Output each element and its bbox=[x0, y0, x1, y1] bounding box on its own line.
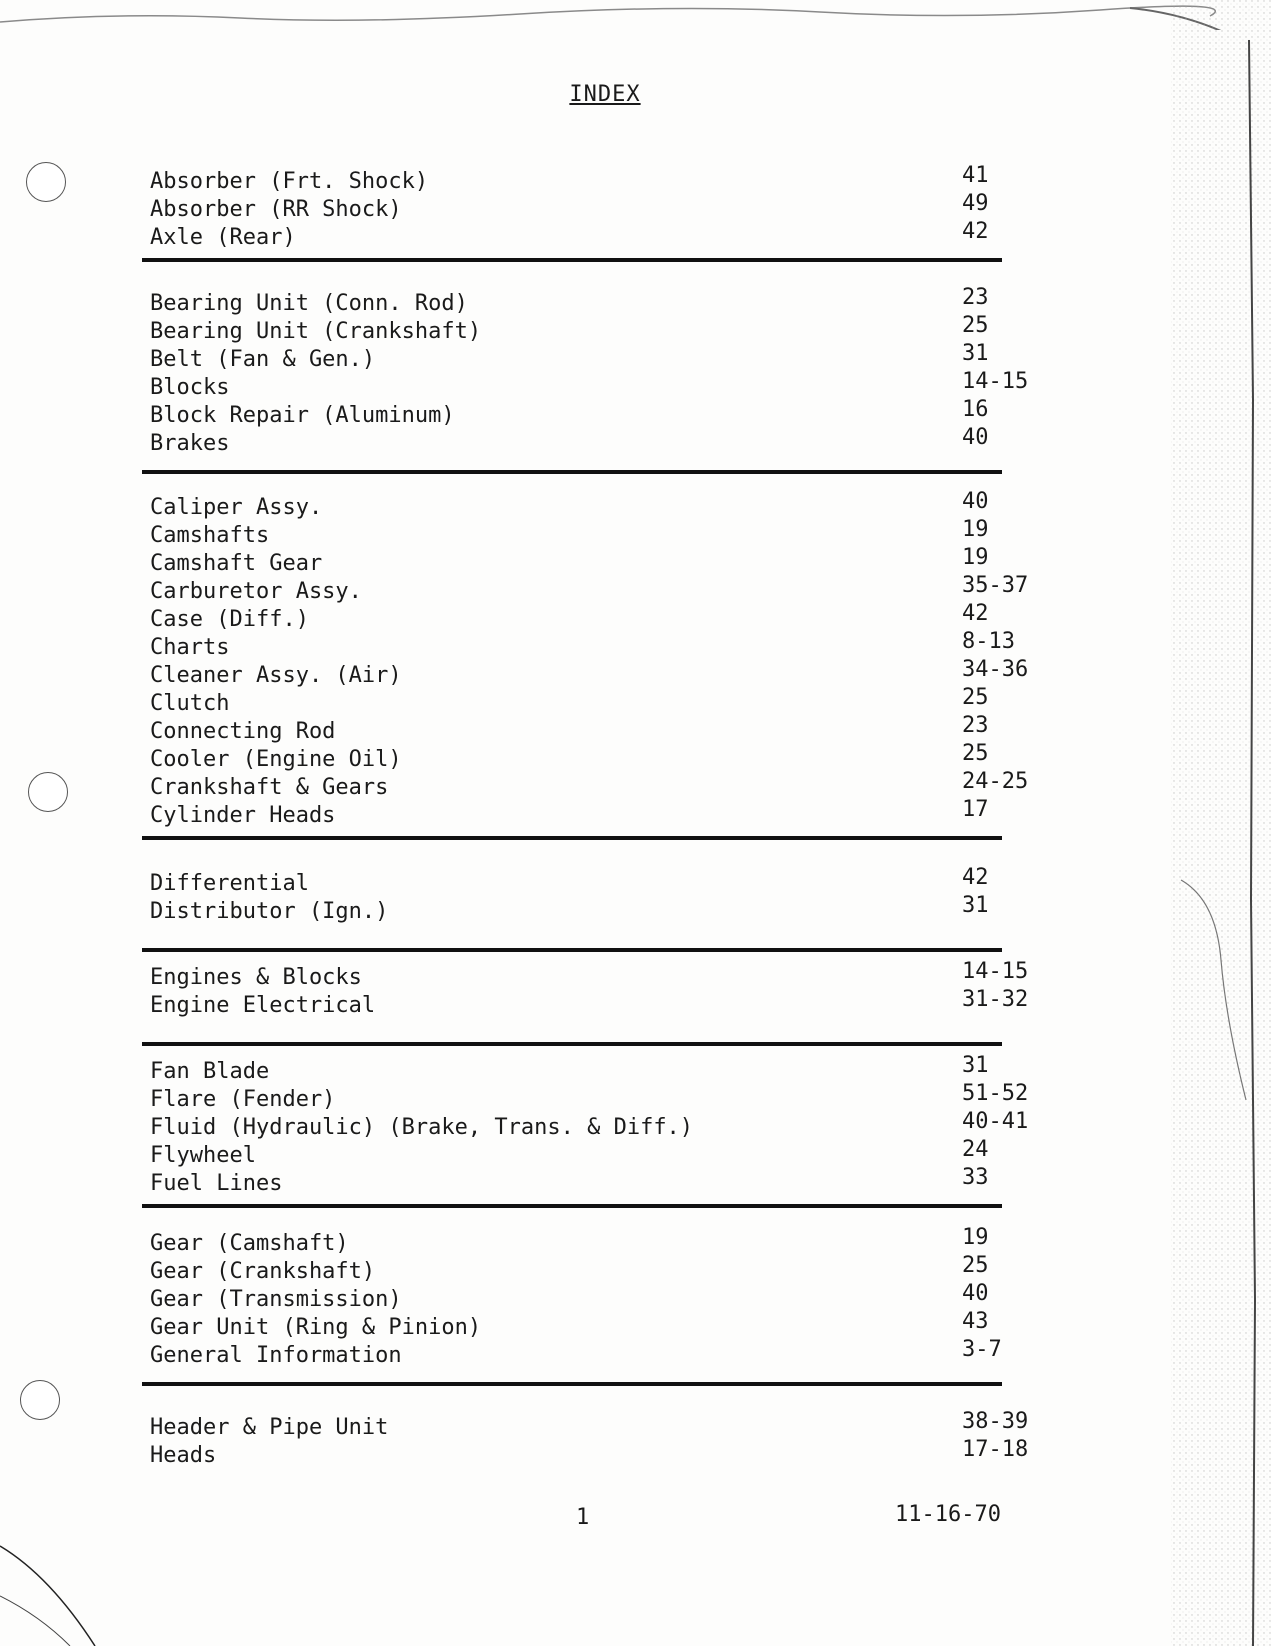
scan-right-edge bbox=[1161, 0, 1271, 1646]
index-entry bbox=[150, 191, 1100, 224]
entry-page: 40-41 bbox=[962, 1109, 1029, 1134]
index-entry bbox=[150, 1109, 1100, 1142]
entry-label: Bearing Unit (Crankshaft) bbox=[150, 319, 482, 344]
page-number: 1 bbox=[576, 1505, 590, 1530]
entry-label: Case (Diff.) bbox=[150, 607, 309, 632]
section-divider bbox=[142, 948, 1002, 952]
index-entry bbox=[150, 685, 1100, 718]
entry-page: 42 bbox=[962, 865, 989, 890]
entry-page: 3-7 bbox=[962, 1337, 1002, 1362]
entry-label: Block Repair (Aluminum) bbox=[150, 403, 455, 428]
entry-label: Differential bbox=[150, 871, 309, 896]
index-entry bbox=[150, 545, 1100, 578]
entry-page: 23 bbox=[962, 713, 989, 738]
entry-page: 17 bbox=[962, 797, 989, 822]
index-section-c bbox=[150, 489, 1100, 846]
entry-label: Flywheel bbox=[150, 1143, 256, 1168]
section-divider bbox=[142, 836, 1002, 840]
entry-label: Absorber (Frt. Shock) bbox=[150, 169, 429, 194]
index-section-b bbox=[150, 285, 1100, 480]
entry-page: 24 bbox=[962, 1137, 989, 1162]
scan-corner-mark bbox=[0, 1446, 120, 1646]
entry-label: Flare (Fender) bbox=[150, 1087, 336, 1112]
index-entry bbox=[150, 573, 1100, 606]
index-section-f bbox=[150, 1053, 1100, 1214]
entry-label: Cooler (Engine Oil) bbox=[150, 747, 402, 772]
entry-page: 34-36 bbox=[962, 657, 1029, 682]
entry-page: 33 bbox=[962, 1165, 989, 1190]
entry-label: Blocks bbox=[150, 375, 230, 400]
section-divider bbox=[142, 1042, 1002, 1046]
entry-label: Connecting Rod bbox=[150, 719, 336, 744]
entry-page: 42 bbox=[962, 601, 989, 626]
entry-label: Fan Blade bbox=[150, 1059, 270, 1084]
entry-page: 25 bbox=[962, 685, 989, 710]
entry-label: Charts bbox=[150, 635, 230, 660]
index-entry bbox=[150, 489, 1100, 522]
index-entry bbox=[150, 1437, 1100, 1470]
entry-label: Brakes bbox=[150, 431, 230, 456]
index-entry bbox=[150, 1281, 1100, 1314]
entry-page: 31-32 bbox=[962, 987, 1029, 1012]
index-entry bbox=[150, 865, 1100, 898]
entry-label: Caliper Assy. bbox=[150, 495, 323, 520]
entry-page: 38-39 bbox=[962, 1409, 1029, 1434]
entry-page: 51-52 bbox=[962, 1081, 1029, 1106]
punch-hole-middle bbox=[28, 772, 68, 812]
index-entry bbox=[150, 397, 1100, 430]
entry-page: 31 bbox=[962, 341, 989, 366]
entry-page: 19 bbox=[962, 1225, 989, 1250]
entry-label: Gear Unit (Ring & Pinion) bbox=[150, 1315, 482, 1340]
entry-label: Fuel Lines bbox=[150, 1171, 283, 1196]
entry-label: Engines & Blocks bbox=[150, 965, 362, 990]
entry-label: Gear (Crankshaft) bbox=[150, 1259, 376, 1284]
entry-page: 19 bbox=[962, 517, 989, 542]
entry-label: Camshaft Gear bbox=[150, 551, 323, 576]
index-section-a bbox=[150, 163, 1100, 268]
index-entry bbox=[150, 425, 1100, 458]
scan-top-edge bbox=[0, 0, 1271, 30]
entry-page: 35-37 bbox=[962, 573, 1029, 598]
index-entry bbox=[150, 893, 1100, 926]
entry-page: 25 bbox=[962, 741, 989, 766]
index-entry bbox=[150, 657, 1100, 690]
entry-label: Fluid (Hydraulic) (Brake, Trans. & Diff.) bbox=[150, 1115, 694, 1140]
entry-label: Heads bbox=[150, 1443, 217, 1468]
index-entry bbox=[150, 797, 1100, 830]
page-title: INDEX bbox=[569, 82, 641, 107]
entry-label: Clutch bbox=[150, 691, 230, 716]
index-entry bbox=[150, 1225, 1100, 1258]
index-list bbox=[150, 163, 1100, 1476]
entry-page: 14-15 bbox=[962, 369, 1029, 394]
entry-page: 19 bbox=[962, 545, 989, 570]
section-divider bbox=[142, 470, 1002, 474]
index-entry bbox=[150, 313, 1100, 346]
index-entry bbox=[150, 1081, 1100, 1114]
entry-label: Camshafts bbox=[150, 523, 270, 548]
entry-page: 40 bbox=[962, 425, 989, 450]
entry-page: 23 bbox=[962, 285, 989, 310]
index-entry bbox=[150, 1165, 1100, 1198]
index-entry bbox=[150, 1409, 1100, 1442]
index-section-g bbox=[150, 1225, 1100, 1392]
entry-label: Engine Electrical bbox=[150, 993, 376, 1018]
index-entry bbox=[150, 517, 1100, 550]
index-entry bbox=[150, 1309, 1100, 1342]
entry-page: 31 bbox=[962, 893, 989, 918]
entry-label: Header & Pipe Unit bbox=[150, 1415, 389, 1440]
index-entry bbox=[150, 959, 1100, 992]
entry-page: 14-15 bbox=[962, 959, 1029, 984]
index-entry bbox=[150, 1253, 1100, 1286]
entry-page: 40 bbox=[962, 489, 989, 514]
index-section-h bbox=[150, 1409, 1100, 1476]
entry-page: 25 bbox=[962, 313, 989, 338]
entry-page: 41 bbox=[962, 163, 989, 188]
entry-label: Gear (Camshaft) bbox=[150, 1231, 349, 1256]
entry-label: Absorber (RR Shock) bbox=[150, 197, 402, 222]
index-entry bbox=[150, 1053, 1100, 1086]
entry-page: 31 bbox=[962, 1053, 989, 1078]
index-section-e bbox=[150, 959, 1100, 1052]
entry-page: 16 bbox=[962, 397, 989, 422]
entry-label: General Information bbox=[150, 1343, 402, 1368]
index-entry bbox=[150, 987, 1100, 1020]
index-entry bbox=[150, 741, 1100, 774]
section-divider bbox=[142, 258, 1002, 262]
punch-hole-top bbox=[26, 162, 66, 202]
entry-label: Bearing Unit (Conn. Rod) bbox=[150, 291, 468, 316]
section-divider bbox=[142, 1382, 1002, 1386]
punch-hole-bottom bbox=[20, 1380, 60, 1420]
entry-label: Cylinder Heads bbox=[150, 803, 336, 828]
entry-label: Carburetor Assy. bbox=[150, 579, 362, 604]
index-entry bbox=[150, 163, 1100, 196]
entry-label: Belt (Fan & Gen.) bbox=[150, 347, 376, 372]
index-entry bbox=[150, 341, 1100, 374]
entry-page: 17-18 bbox=[962, 1437, 1029, 1462]
index-entry bbox=[150, 369, 1100, 402]
entry-label: Axle (Rear) bbox=[150, 225, 296, 250]
entry-page: 8-13 bbox=[962, 629, 1015, 654]
index-entry bbox=[150, 1337, 1100, 1370]
entry-page: 25 bbox=[962, 1253, 989, 1278]
index-entry bbox=[150, 1137, 1100, 1170]
entry-page: 42 bbox=[962, 219, 989, 244]
index-entry bbox=[150, 629, 1100, 662]
index-entry bbox=[150, 713, 1100, 746]
index-entry bbox=[150, 219, 1100, 252]
index-entry bbox=[150, 285, 1100, 318]
entry-page: 49 bbox=[962, 191, 989, 216]
entry-label: Cleaner Assy. (Air) bbox=[150, 663, 402, 688]
entry-page: 24-25 bbox=[962, 769, 1029, 794]
entry-label: Distributor (Ign.) bbox=[150, 899, 389, 924]
index-entry bbox=[150, 601, 1100, 634]
entry-page: 43 bbox=[962, 1309, 989, 1334]
entry-label: Crankshaft & Gears bbox=[150, 775, 389, 800]
document-date: 11-16-70 bbox=[895, 1502, 1001, 1527]
index-section-d bbox=[150, 865, 1100, 958]
section-divider bbox=[142, 1204, 1002, 1208]
index-entry bbox=[150, 769, 1100, 802]
entry-page: 40 bbox=[962, 1281, 989, 1306]
entry-label: Gear (Transmission) bbox=[150, 1287, 402, 1312]
